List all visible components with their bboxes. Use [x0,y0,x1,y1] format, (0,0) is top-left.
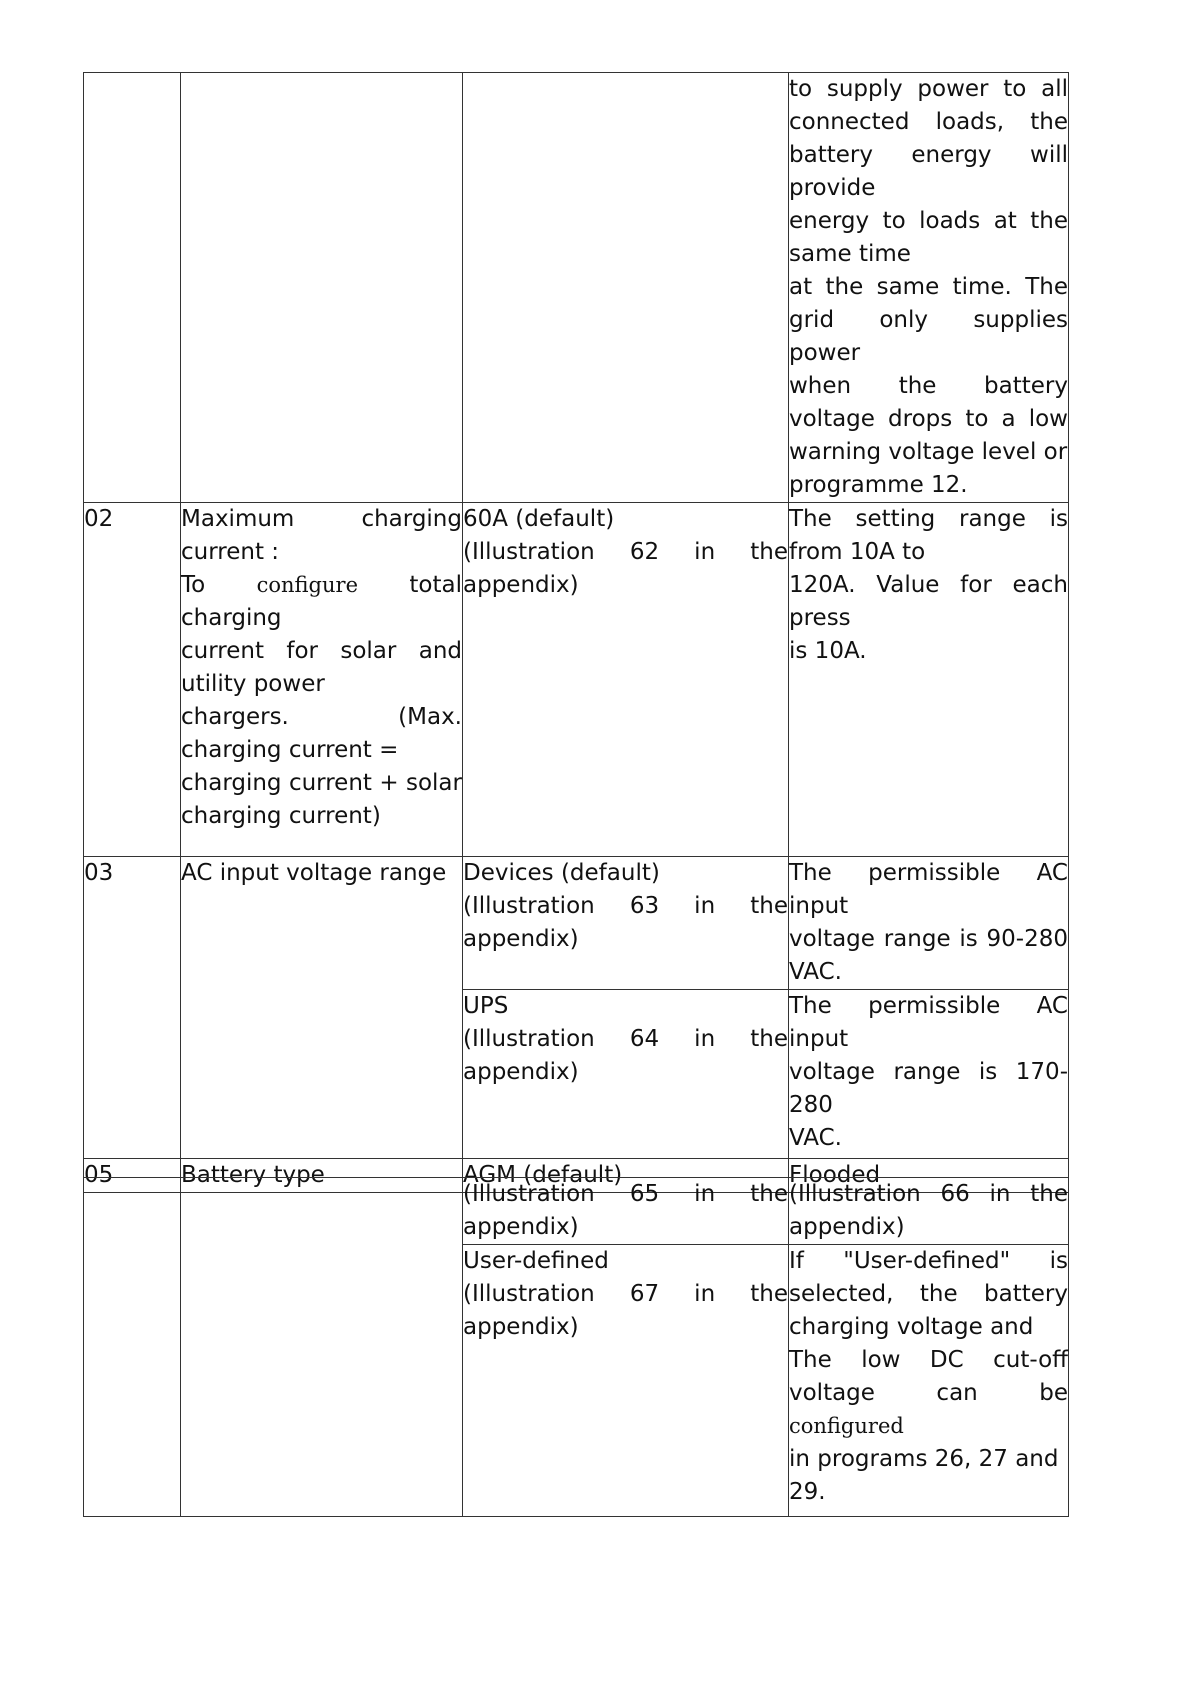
note-line: battery energy will [789,142,1068,168]
note-line: The permissible AC input [789,860,1068,919]
cell-note-continued [789,73,1069,503]
desc-line: utility power [181,671,325,697]
note-line: from 10A to [789,539,926,565]
desc-line: charging current) [181,803,381,829]
note-line: The permissible AC input [789,993,1068,1052]
note-line: press [789,605,851,631]
cell-note [789,1178,1069,1245]
cell-num-empty [84,1178,181,1517]
cell-option [463,503,789,857]
cell-desc-empty [181,73,463,503]
desc-line: Maximum charging [181,506,462,532]
desc-line: current for solar and [181,638,462,664]
note-line: energy to loads at the [789,208,1068,234]
cell-note [789,503,1069,857]
cell-num: 02 [84,503,181,857]
option-line: appendix) [463,926,579,952]
cell-note [789,857,1069,990]
option-line: Devices (default) [463,860,660,886]
cell-desc [181,503,463,857]
note-line: 29. [789,1479,826,1505]
note-line: provide [789,175,876,201]
settings-table-1 [83,72,1069,1193]
option-line: (Illustration 63 in the [463,893,788,919]
note-line: in programs 26, 27 and [789,1446,1059,1472]
note-line: voltage range is 170-280 [789,1059,1068,1118]
option-line: appendix) [463,572,579,598]
option-line: appendix) [463,1214,579,1240]
cell-num-empty [84,73,181,503]
note-line: at the same time. The [789,274,1068,300]
cell-option [463,857,789,990]
option-line: (Illustration 67 in the [463,1281,788,1307]
cell-option: AGM (default) [463,1159,789,1193]
cell-num: 05 [84,1159,181,1193]
note-line: selected, the battery [789,1281,1068,1307]
cell-option [463,990,789,1159]
note-line: programme 12. [789,472,968,498]
option-line: User-defined [463,1248,609,1274]
option-line: (Illustration 62 in the [463,539,788,565]
note-line: The low DC cut-off [789,1347,1068,1373]
note-line: The setting range is [789,506,1068,532]
note-line: If "User-defined" is [789,1248,1068,1274]
option-line: appendix) [463,1314,579,1340]
note-line: to supply power to all [789,76,1068,102]
cell-option [463,1245,789,1517]
cell-option [463,1178,789,1245]
note-line: grid only supplies power [789,307,1068,366]
note-line: is 10A. [789,638,867,664]
desc-line: charging current + solar [181,770,462,796]
note-line: charging voltage and [789,1314,1034,1340]
option-line: (Illustration 65 in the [463,1181,788,1207]
option-line: UPS [463,993,509,1019]
cell-num: 03 [84,857,181,1159]
cell-desc: AC input voltage range [181,857,463,1159]
note-line: (Illustration 66 in the [789,1181,1068,1207]
desc-line: charging [181,605,282,631]
note-line: same time [789,241,911,267]
cell-desc-empty [181,1178,463,1517]
desc-line: chargers. (Max. [181,704,462,730]
desc-line: charging current = [181,737,399,763]
option-line: appendix) [463,1059,579,1085]
note-line: voltage can be configured [789,1380,1068,1438]
note-line: when the battery [789,373,1068,399]
table-row-continued [84,73,1069,503]
table-row-03 [84,857,1069,990]
note-line: voltage drops to a low [789,406,1068,432]
note-line: VAC. [789,959,842,985]
option-line: (Illustration 64 in the [463,1026,788,1052]
note-line: VAC. [789,1125,842,1151]
option-line: 60A (default) [463,506,615,532]
table-row-02 [84,503,1069,857]
desc-line: To configure total [181,572,462,598]
cell-note [789,1245,1069,1517]
desc-line: current : [181,539,280,565]
cell-note: Flooded [789,1159,1069,1193]
settings-table-2 [83,1177,1069,1517]
table-row [84,1178,1069,1245]
note-line: 120A. Value for each [789,572,1068,598]
note-line: warning voltage level or [789,439,1068,465]
note-line: voltage range is 90-280 [789,926,1068,952]
note-line: connected loads, the [789,109,1068,135]
cell-option-empty [463,73,789,503]
note-line: appendix) [789,1214,905,1240]
cell-desc: Battery type [181,1159,463,1193]
cell-note [789,990,1069,1159]
